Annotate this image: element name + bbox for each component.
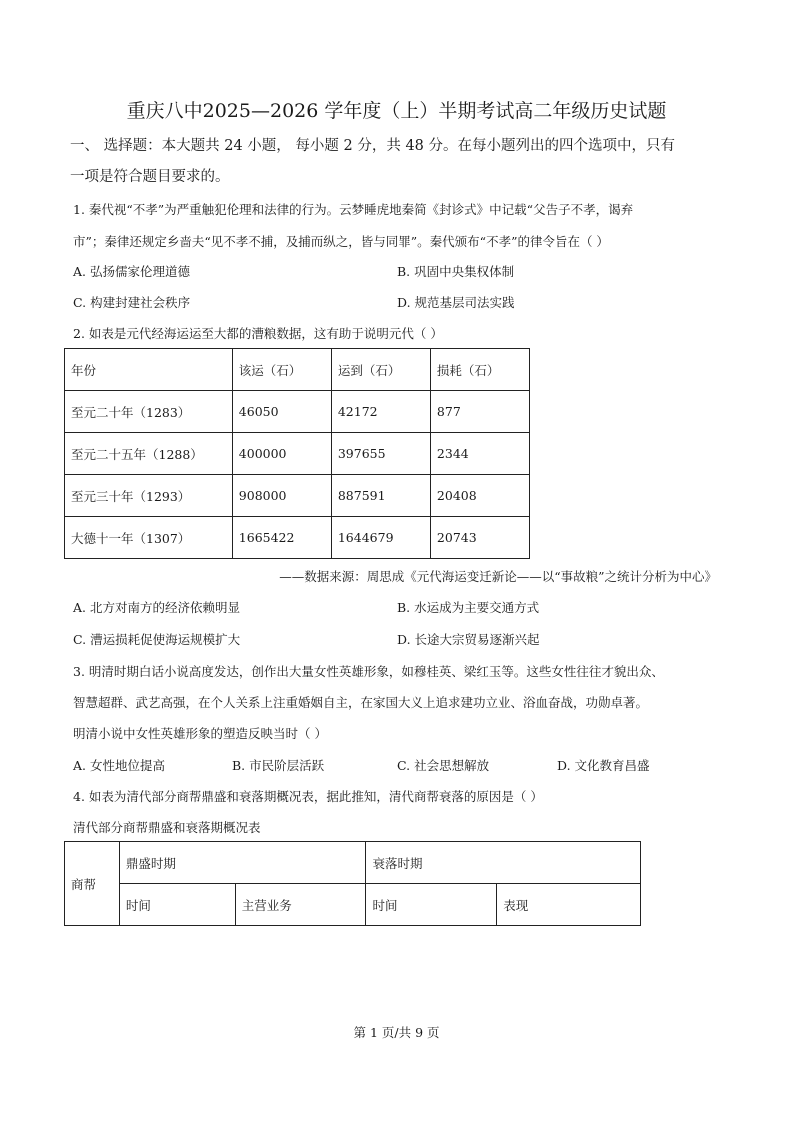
- table-header-cell: 时间: [366, 884, 497, 926]
- table-cell: 2344: [430, 433, 529, 475]
- table-header-cell: 鼎盛时期: [119, 842, 366, 884]
- table-header-cell: 时间: [119, 884, 235, 926]
- table-cell: 20408: [430, 475, 529, 517]
- table-cell: 877: [430, 391, 529, 433]
- q1-option-d: D. 规范基层司法实践: [397, 295, 515, 310]
- table-cell: 887591: [331, 475, 430, 517]
- q4-stem: 4. 如表为清代部分商帮鼎盛和衰落期概况表，据此推知，清代商帮衰落的原因是（ ）: [73, 789, 543, 804]
- page-title: 重庆八中2025—2026 学年度（上）半期考试高二年级历史试题: [126, 100, 667, 122]
- table-header-row: [65, 349, 530, 391]
- q4-table-caption: 清代部分商帮鼎盛和衰落期概况表: [73, 820, 261, 835]
- table-cell: 至元二十年（1283）: [65, 391, 233, 433]
- table-row: [65, 475, 530, 517]
- table-header-cell: 衰落时期: [366, 842, 641, 884]
- q2-option-d: D. 长途大宗贸易逐渐兴起: [397, 632, 540, 647]
- table-cell: 397655: [331, 433, 430, 475]
- table-cell: 46050: [232, 391, 331, 433]
- table-header-cell: 该运（石）: [232, 349, 331, 391]
- table-header-cell: 损耗（石）: [430, 349, 529, 391]
- q3-option-c: C. 社会思想解放: [397, 758, 490, 773]
- section-instruction-line1: 一、 选择题：本大题共 24 小题， 每小题 2 分，共 48 分。在每小题列出的四个选项中，只有: [70, 138, 675, 154]
- table-cell: 1665422: [232, 517, 331, 559]
- table-cell: 908000: [232, 475, 331, 517]
- table-cell: 20743: [430, 517, 529, 559]
- table-row: [65, 391, 530, 433]
- q3-option-a: A. 女性地位提高: [73, 758, 165, 773]
- table-header-cell: 年份: [65, 349, 233, 391]
- table-header-row: [65, 842, 641, 884]
- table-cell: 400000: [232, 433, 331, 475]
- table-header-cell: 主营业务: [235, 884, 366, 926]
- section-instruction-line2: 一项是符合题目要求的。: [70, 169, 230, 185]
- q1-option-b: B. 巩固中央集权体制: [397, 264, 515, 279]
- q2-data-source: ——数据来源：周思成《元代海运变迁新论——以“事故粮”之统计分析为中心》: [279, 569, 717, 584]
- q3-stem-line1: 3. 明清时期白话小说高度发达，创作出大量女性英雄形象，如穆桂英、梁红玉等。这些女性往往才貌出众、: [73, 664, 664, 679]
- table-header-row: [65, 884, 641, 926]
- q3-option-d: D. 文化教育昌盛: [557, 758, 650, 773]
- table-cell: 1644679: [331, 517, 430, 559]
- table-cell: 大德十一年（1307）: [65, 517, 233, 559]
- table-cell: 42172: [331, 391, 430, 433]
- table-row: [65, 517, 530, 559]
- q2-stem: 2. 如表是元代经海运运至大都的漕粮数据，这有助于说明元代（ ）: [73, 326, 443, 341]
- q1-option-a: A. 弘扬儒家伦理道德: [73, 264, 190, 279]
- q1-option-c: C. 构建封建社会秩序: [73, 295, 191, 310]
- page-footer: 第 1 页/共 9 页: [353, 1025, 440, 1040]
- table-row: [65, 433, 530, 475]
- table-header-cell: 表现: [497, 884, 641, 926]
- q3-stem-line2: 智慧超群、武艺高强，在个人关系上注重婚姻自主，在家国大义上追求建功立业、浴血奋战，功勋卓著。: [73, 695, 649, 710]
- q2-option-a: A. 北方对南方的经济依赖明显: [73, 600, 240, 615]
- table-cell: 至元三十年（1293）: [65, 475, 233, 517]
- table-header-cell: 商帮: [65, 842, 120, 926]
- q3-option-b: B. 市民阶层活跃: [232, 758, 325, 773]
- q1-stem-line1: 1. 秦代视“不孝”为严重触犯伦理和法律的行为。云梦睡虎地秦简《封诊式》中记载“父告子不孝，谒弃: [73, 202, 634, 217]
- q4-data-table: [64, 841, 641, 926]
- q1-stem-line2: 市”；秦律还规定乡啬夫“见不孝不捕，及捕而纵之，皆与同罪”。秦代颁布“不孝”的律令旨在（ ）: [73, 234, 609, 249]
- table-cell: 至元二十五年（1288）: [65, 433, 233, 475]
- q2-option-b: B. 水运成为主要交通方式: [397, 600, 540, 615]
- q2-option-c: C. 漕运损耗促使海运规模扩大: [73, 632, 241, 647]
- q2-data-table: [64, 348, 530, 559]
- table-header-cell: 运到（石）: [331, 349, 430, 391]
- q3-stem-line3: 明清小说中女性英雄形象的塑造反映当时（ ）: [73, 726, 327, 741]
